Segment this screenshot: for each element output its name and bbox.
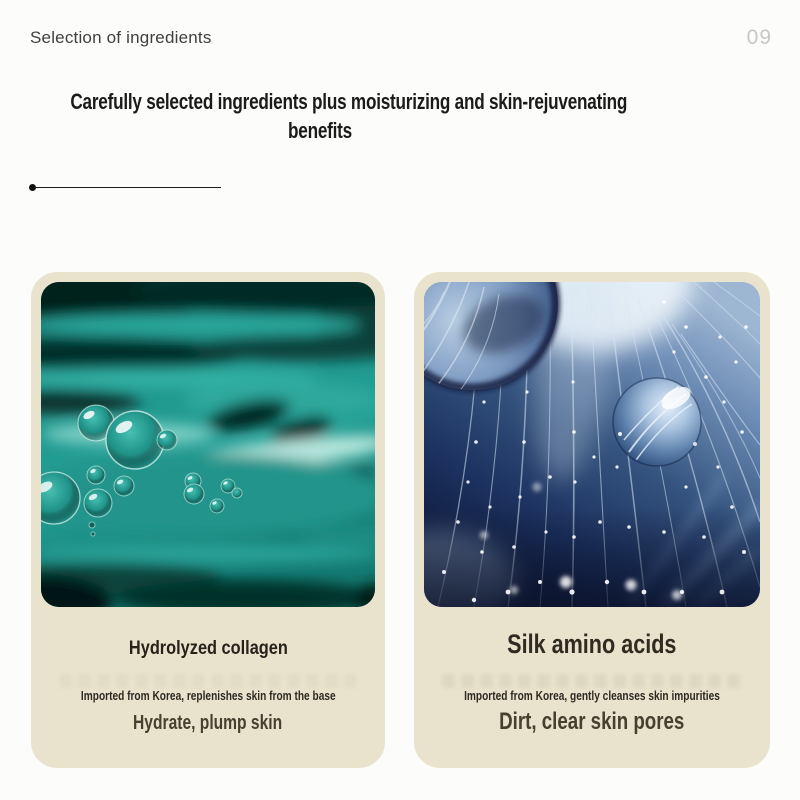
collagen-water-image	[41, 282, 375, 607]
ingredient-benefit: Hydrate, plump skin	[133, 712, 283, 734]
ingredient-cards	[31, 272, 770, 768]
ingredient-subtitle: Imported from Korea, replenishes skin from the base	[80, 688, 336, 703]
faded-watermark-text	[442, 674, 741, 688]
silk-amino-fiber-image	[424, 282, 760, 607]
ingredient-card-collagen	[31, 272, 385, 768]
headline-line-1: Carefully selected ingredients plus moisturizing and skin-rejuvenating	[70, 89, 628, 114]
ingredient-subtitle: Imported from Korea, gently cleanses skin impurities	[464, 688, 720, 703]
ingredient-card-amino	[414, 272, 770, 768]
divider-line	[34, 187, 221, 189]
ingredient-title: Hydrolyzed collagen	[128, 638, 288, 659]
headline	[0, 87, 640, 145]
section-label: Selection of ingredients	[30, 28, 212, 47]
page-number: 09	[746, 26, 772, 49]
ingredient-benefit: Dirt, clear skin pores	[499, 708, 685, 735]
faded-watermark-text	[59, 674, 356, 688]
headline-line-2: benefits	[288, 118, 352, 143]
ingredient-title: Silk amino acids	[507, 629, 677, 659]
water-droplet	[613, 378, 701, 466]
